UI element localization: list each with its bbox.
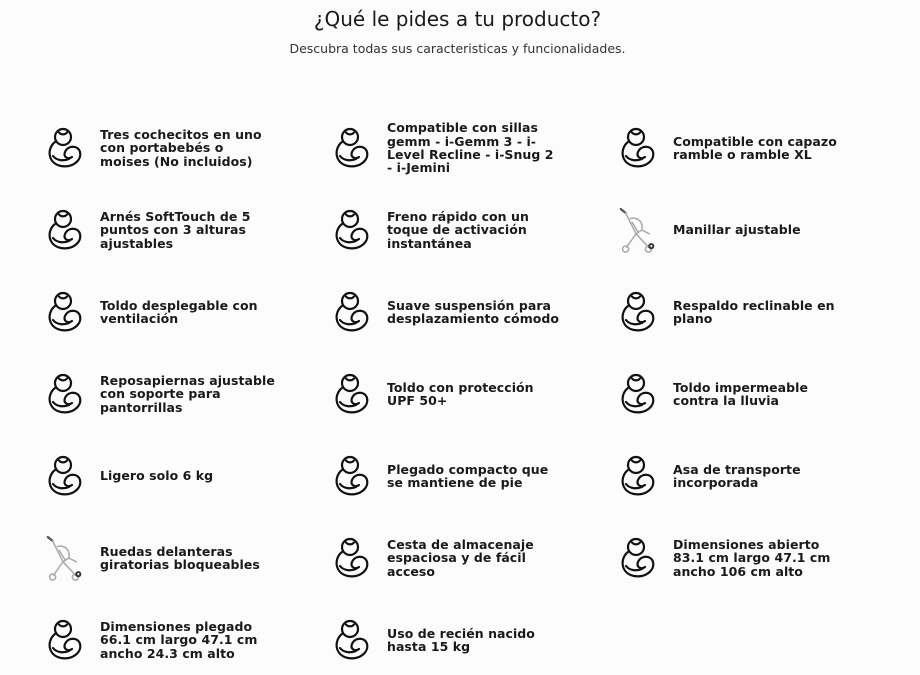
feature-label: Reposapiernas ajustable con soporte para pantorrillas: [100, 372, 275, 415]
feature-label: Ligero solo 6 kg: [100, 468, 214, 484]
baby-icon: [331, 536, 371, 580]
feature-row: [0, 189, 920, 271]
feature-row: [0, 353, 920, 435]
feature-item: [331, 435, 581, 517]
feature-label: Compatible con capazo ramble o ramble XL: [673, 133, 837, 162]
baby-icon: [44, 290, 84, 334]
feature-label: Compatible con sillas gemm - i-Gemm 3 - i-Level Recline - i-Snug 2 - i-Jemini: [387, 120, 554, 176]
feature-label: Toldo impermeable contra la lluvia: [673, 379, 809, 408]
baby-icon: [44, 372, 84, 416]
feature-item: [44, 517, 294, 599]
feature-item: [44, 271, 294, 353]
feature-row: [0, 107, 920, 189]
baby-icon: [617, 536, 657, 580]
feature-item: [44, 435, 294, 517]
feature-row: [0, 435, 920, 517]
baby-icon: [44, 618, 84, 662]
feature-label: Toldo con protección UPF 50+: [387, 379, 534, 408]
feature-label: Dimensiones plegado 66.1 cm largo 47.1 cm ancho 24.3 cm alto: [100, 618, 258, 661]
baby-icon: [44, 454, 84, 498]
feature-item: [331, 599, 581, 675]
baby-icon: [44, 208, 84, 252]
baby-icon: [331, 372, 371, 416]
baby-icon: [331, 126, 371, 170]
stroller-icon: [44, 536, 84, 580]
feature-item: [44, 189, 294, 271]
baby-icon: [617, 454, 657, 498]
feature-row: [0, 599, 920, 675]
stroller-icon: [617, 208, 657, 252]
feature-item: [331, 189, 581, 271]
page-title: ¿Qué le pides a tu producto?: [313, 7, 602, 31]
baby-icon: [617, 290, 657, 334]
feature-item: [617, 353, 867, 435]
feature-label: Tres cochecitos en uno con portabebés o moises (No incluidos): [100, 126, 262, 169]
feature-label: Dimensiones abierto 83.1 cm largo 47.1 cm ancho 106 cm alto: [673, 536, 831, 579]
page-subtitle: Descubra todas sus caracteristicas y funcionalidades.: [289, 41, 626, 56]
baby-icon: [331, 454, 371, 498]
feature-item: [617, 517, 867, 599]
baby-icon: [331, 208, 371, 252]
feature-row: [0, 517, 920, 599]
feature-item: [44, 107, 294, 189]
feature-item: [331, 107, 581, 189]
feature-row: [0, 271, 920, 353]
feature-label: Respaldo reclinable en plano: [673, 297, 835, 326]
feature-label: Arnés SoftTouch de 5 puntos con 3 alturas ajustables: [100, 208, 251, 251]
feature-item: [331, 271, 581, 353]
feature-label: Cesta de almacenaje espaciosa y de fácil acceso: [387, 536, 534, 579]
feature-item: [617, 435, 867, 517]
feature-item: [44, 353, 294, 435]
feature-label: Ruedas delanteras giratorias bloqueables: [100, 543, 260, 572]
feature-item: [617, 107, 867, 189]
baby-icon: [617, 126, 657, 170]
feature-item: [331, 517, 581, 599]
baby-icon: [331, 618, 371, 662]
baby-icon: [331, 290, 371, 334]
baby-icon: [617, 372, 657, 416]
feature-label: Freno rápido con un toque de activación instantánea: [387, 208, 529, 251]
feature-item: [617, 271, 867, 353]
feature-label: Uso de recién nacido hasta 15 kg: [387, 625, 535, 654]
feature-item: [617, 189, 867, 271]
feature-label: Plegado compacto que se mantiene de pie: [387, 461, 549, 490]
feature-label: Suave suspensión para desplazamiento cómodo: [387, 297, 560, 326]
baby-icon: [44, 126, 84, 170]
feature-item: [44, 599, 294, 675]
feature-grid: [0, 107, 920, 675]
feature-label: Manillar ajustable: [673, 222, 801, 238]
feature-item: [331, 353, 581, 435]
feature-label: Toldo desplegable con ventilación: [100, 297, 258, 326]
feature-label: Asa de transporte incorporada: [673, 461, 801, 490]
